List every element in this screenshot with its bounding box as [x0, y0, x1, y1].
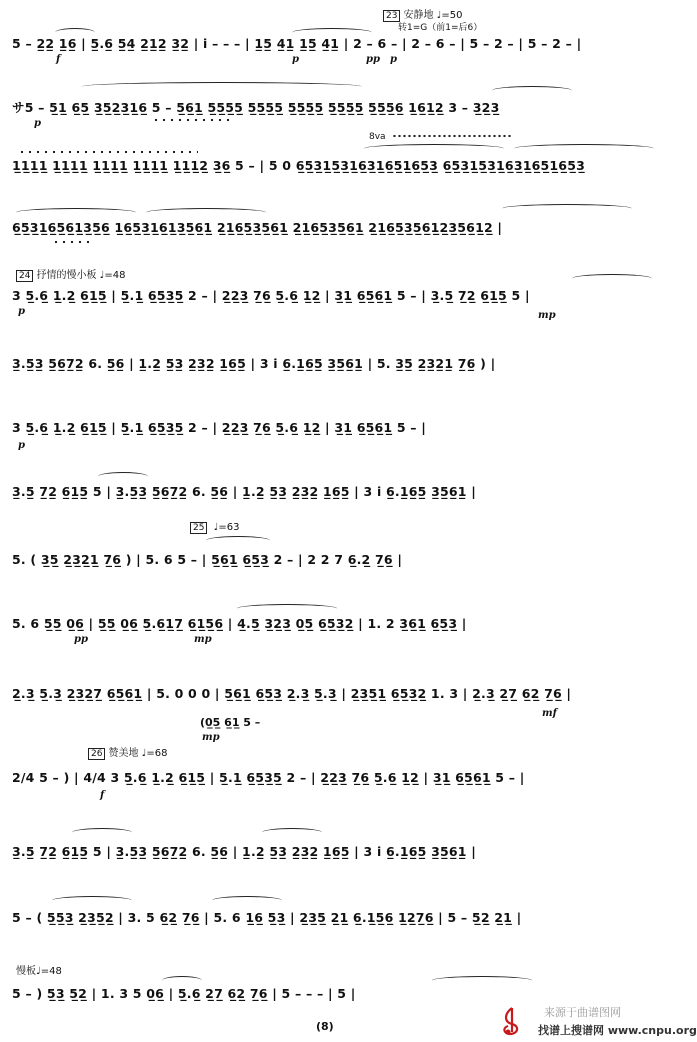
staff-system-3 [12, 132, 662, 208]
notation-line: 3̲.5̲3̲ 5̲6̲7̲2̲ 6. 5̲6̲ | 1̲.2̲ 5̲3̲ 2̲3̲2̲ 1̲6̲5̲ | 3 i 6̲.1̲6̲5̲ 3̲5̲6̲1̲ | 5. 3̲5̲ 2̲3̲2̲1̲ 7̲6̲ ) | [12, 356, 496, 371]
slur [206, 536, 270, 545]
ottava-mark: 8va [369, 132, 386, 142]
dynamic-mark: mp [194, 634, 212, 645]
notation-line: 3̲.5̲ 7̲2̲ 6̲1̲5̲ 5 | 3̲.5̲3̲ 5̲6̲7̲2̲ 6. 5̲6̲ | 1̲.2̲ 5̲3̲ 2̲3̲2̲ 1̲6̲5̲ | 3 i 6̲.1̲6̲5̲ 3̲5̲6̲1̲ | [12, 844, 476, 859]
tempo-text: 安静地 [403, 10, 434, 21]
notation-line: 3̲.5̲ 7̲2̲ 6̲1̲5̲ 5 | 3̲.5̲3̲ 5̲6̲7̲2̲ 6. 5̲6̲ | 1̲.2̲ 5̲3̲ 2̲3̲2̲ 1̲6̲5̲ | 3 i 6̲.1̲6̲5̲ 3̲5̲6̲1̲ | [12, 484, 476, 499]
dynamic-mark: pp [366, 54, 380, 65]
watermark [498, 1004, 697, 1038]
slur [492, 86, 572, 95]
notation-line: 3 5̲.6̲ 1̲.2̲ 6̲1̲5̲ | 5̲.1̲ 6̲5̲3̲5̲ 2 – | 2̲2̲3̲ 7̲6̲ 5̲.6̲ 1̲2̲ | 3̲1̲ 6̲5̲6̲1̲ 5 – | [12, 420, 427, 435]
tempo-mark: ♩=63 [213, 522, 240, 533]
slur [432, 976, 532, 985]
rehearsal-marker [16, 266, 125, 281]
notation-line: 5. ( 3̲5̲ 2̲3̲2̲1̲ 7̲6̲ ) | 5. 6 5 – | 5̲6̲1̲ 6̲5̲3̲ 2 – | 2 2 7 6̲.2̲ 7̲6̲ | [12, 552, 403, 567]
dynamic-mark: p [18, 440, 25, 451]
notation-line: 5 – ) 5̲3̲ 5̲2̲ | 1. 3 5 0̲6̲ | 5̲.6̲ 2̲7̲ 6̲2̲ 7̲6̲ | 5 – – – | 5 | [12, 986, 356, 1001]
staff-system-14 [12, 888, 662, 958]
staff-system-7 [12, 400, 662, 470]
slur [262, 828, 322, 837]
notation-line: サ5 – 5̲1̲ 6̲5̲ 3̲5̲2̲3̲1̲6̲ 5 – 5̲6̲1̲ 5̲5̲5̲5̲ 5̲5̲5̲5̲ 5̲5̲5̲5̲ 5̲5̲5̲5̲ 5̲5̲5̲6̲ 1̲6̲1̲2̲ 3 – 3̲2̲3̲ [12, 100, 500, 115]
rehearsal-number: 23 [383, 10, 400, 22]
notation-line: 2̲.3̲ 5̲.3̲ 2̲3̲2̲7̲ 6̲5̲6̲1̲ | 5. 0 0 0 | 5̲6̲1̲ 6̲5̲3̲ 2̲.3̲ 5̲.3̲ | 2̲3̲5̲1̲ 6̲5̲3̲2̲ 1. 3 | 2̲.3̲ 2̲7̲ 6̲2̲ 7̲6̲ | [12, 686, 572, 701]
tempo-mark: ♩=68 [141, 748, 168, 759]
slur [98, 472, 148, 481]
notation-line: 1̲1̲1̲1̲ 1̲1̲1̲1̲ 1̲1̲1̲1̲ 1̲1̲1̲1̲ 1̲1̲1̲2̲ 3̲6̲ 5 – | 5 0 6̲5̲3̲1̲5̲3̲1̲6̲3̲1̲6̲5̲1̲6̲5̲3̲ 6̲5̲3̲1̲5̲3̲1̲6̲3̲1̲6̲5̲1̲6̲5̲3̲ [12, 158, 585, 173]
slur [514, 144, 654, 153]
slur [364, 144, 504, 153]
treble-clef-logo-icon [498, 1006, 524, 1036]
dynamic-mark: mp [202, 732, 220, 743]
tempo-mark: ♩=48 [99, 270, 126, 281]
tempo-marker [16, 962, 62, 977]
key-change-text: 转1=G（前1=后6） [398, 23, 483, 33]
staff-system-13 [12, 822, 662, 892]
dynamic-mark: f [100, 790, 105, 801]
dynamic-mark: f [56, 54, 61, 65]
tempo-mark: ♩=50 [436, 10, 463, 21]
notation-line: 5 – ( 5̲5̲3̲ 2̲3̲5̲2̲ | 3. 5 6̲2̲ 7̲6̲ | 5. 6 1̲6̲ 5̲3̲ | 2̲3̲5̲ 2̲1̲ 6̲.1̲5̲6̲ 1̲2̲7̲6̲ | 5 – 5̲2̲ 2̲1̲ | [12, 910, 522, 925]
slur [162, 976, 202, 985]
inner-part-line: (0̲5̲ 6̲1̲ 5 – [200, 716, 261, 729]
notation-line: 2/4 5 – ) | 4/4 3 5̲.6̲ 1̲.2̲ 6̲1̲5̲ | 5̲.1̲ 6̲5̲3̲5̲ 2 – | 2̲2̲3̲ 7̲6̲ 5̲.6̲ 1̲2̲ | 3̲1̲ 6̲5̲6̲1̲ 5 – | [12, 770, 525, 785]
notation-line: 5 – 2̲2̲ 1̲6̲ | 5̲.6̲ 5̲4̲ 2̲1̲2̲ 3̲2̲ | i – – – | 1̲5̲ 4̲1̲ 1̲5̲ 4̲1̲ | 2 – 6 – | 2 – 6 – | 5 – 2 – | 5 – 2 – | [12, 36, 582, 51]
rehearsal-number: 26 [88, 748, 105, 760]
dynamic-mark: p [390, 54, 397, 65]
octave-dots [18, 150, 198, 154]
tempo-mark: ♩=48 [36, 966, 62, 977]
dynamic-mark: p [18, 306, 25, 317]
watermark-site-text: 找谱上搜谱网 www.cnpu.org [538, 1024, 697, 1037]
rehearsal-marker [88, 744, 167, 759]
tempo-text: 慢板 [16, 966, 36, 977]
slur [146, 208, 266, 217]
tempo-text: 抒情的慢小板 [36, 270, 97, 281]
dynamic-mark: mp [538, 310, 556, 321]
staff-system-1 [12, 10, 662, 88]
slur [52, 896, 132, 905]
staff-system-9 [12, 522, 662, 600]
page-number: (8) [316, 1020, 334, 1033]
octave-dots [52, 240, 92, 244]
slur [212, 896, 282, 905]
ottava-line [392, 134, 512, 138]
slur [16, 208, 136, 217]
dynamic-mark: pp [74, 634, 88, 645]
notation-line: 5. 6 5̲5̲ 0̲6̲ | 5̲5̲ 0̲6̲ 5̲.6̲1̲7̲ 6̲1̲5̲6̲ | 4̲.5̲ 3̲2̲3̲ 0̲5̲ 6̲5̲3̲2̲ | 1. 2 3̲6̲1̲ 6̲5̲3̲ | [12, 616, 467, 631]
rehearsal-number: 25 [190, 522, 207, 534]
staff-system-5 [12, 266, 662, 336]
dynamic-mark: p [34, 118, 41, 129]
slur [502, 204, 632, 213]
dynamic-mark: p [292, 54, 299, 65]
slur [82, 82, 362, 91]
slur [572, 274, 652, 283]
staff-system-4 [12, 200, 662, 270]
octave-dots [152, 118, 232, 122]
staff-system-11 [12, 666, 662, 743]
staff-system-8 [12, 464, 662, 534]
tempo-text: 赞美地 [108, 748, 139, 759]
notation-line: 6̲5̲3̲1̲6̲5̲6̲1̲3̲5̲6̲ 1̲6̲5̲3̲1̲6̲1̲3̲5̲6̲1̲ 2̲1̲6̲5̲3̲5̲6̲1̲ 2̲1̲6̲5̲3̲5̲6̲1̲ 2̲1̲6̲5̲3̲5̲6̲1̲2̲3̲5̲6̲1̲2̲ | [12, 220, 503, 235]
staff-system-10 [12, 596, 662, 666]
rehearsal-number: 24 [16, 270, 33, 282]
slur [72, 828, 132, 837]
slur [237, 604, 337, 613]
dynamic-mark: mf [542, 708, 557, 719]
rehearsal-marker [190, 522, 239, 533]
watermark-source-text: 来源于曲谱图网 [544, 1006, 621, 1019]
staff-system-12 [12, 748, 662, 818]
notation-line: 3 5̲.6̲ 1̲.2̲ 6̲1̲5̲ | 5̲.1̲ 6̲5̲3̲5̲ 2 – | 2̲2̲3̲ 7̲6̲ 5̲.6̲ 1̲2̲ | 3̲1̲ 6̲5̲6̲1̲ 5 – | 3̲.5̲ 7̲2̲ 6̲1̲5̲ 5 | [12, 288, 530, 303]
rehearsal-marker [383, 6, 462, 21]
staff-system-6 [12, 336, 662, 406]
